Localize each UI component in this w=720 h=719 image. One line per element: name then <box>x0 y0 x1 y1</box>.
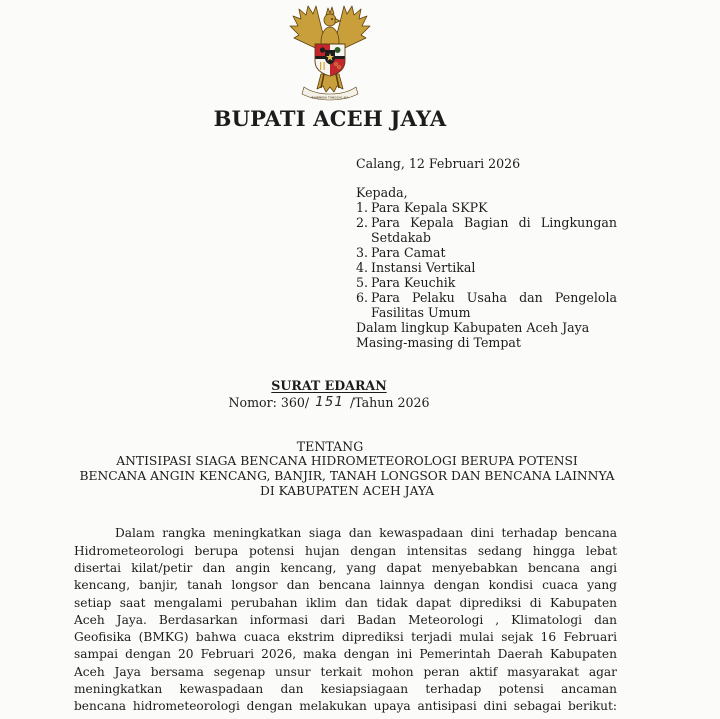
document-type-label: SURAT EDARAN <box>271 377 387 393</box>
body-line: Dalam rangka meningkatkan siaga dan kewaspadaan dini terhadap bencana <box>115 526 617 541</box>
recipient-item-3 <box>356 245 617 260</box>
body-line: Aceh Jaya bersama segenap unsur terkait mohon peran aktif masyarakat agar <box>74 664 617 679</box>
body-line: setiap saat mengalami perubahan iklim dan tidak dapat diprediksi di Kabupaten <box>74 595 617 610</box>
body-line: Aceh Jaya. Berdasarkan informasi dari Badan Meteorologi , Klimatologi dan <box>74 612 617 627</box>
salutation: Kepada, <box>356 184 408 200</box>
recipient-text: Para Pelaku Usaha dan Pengelola <box>371 289 617 305</box>
number-suffix: /Tahun 2026 <box>349 394 430 410</box>
recipient-number: 3. <box>356 244 369 260</box>
recipient-item-2 <box>356 215 617 230</box>
recipient-item-1 <box>356 200 617 215</box>
body-line: sampai dengan 20 Februari 2026, maka dengan ini Pemerintah Daerah Kabupaten <box>74 647 617 662</box>
document-number <box>180 395 478 411</box>
body-paragraph <box>74 525 617 715</box>
head <box>324 14 336 26</box>
body-line: Hidrometeorologi berupa potensi hujan dengan intensitas sedang hingga lebat <box>74 543 617 558</box>
recipient-number: 4. <box>356 259 369 275</box>
eye <box>331 18 333 20</box>
page-title: BUPATI ACEH JAYA <box>213 106 447 131</box>
subject-line: ANTISIPASI SIAGA BENCANA HIDROMETEOROLOGI BERUPA POTENSI <box>116 453 578 468</box>
recipient-item-6 <box>356 290 617 305</box>
date-line: Calang, 12 Februari 2026 <box>356 155 521 171</box>
recipient-block <box>356 185 617 350</box>
subject-line: BENCANA ANGIN KENCANG, BANJIR, TANAH LONGSOR DAN BENCANA LAINNYA <box>79 468 615 483</box>
recipient-continuation: Fasilitas Umum <box>371 304 471 320</box>
body-line: kencang, banjir, tanah longsor dan bencana lainnya dengan kondisi cuaca yang <box>74 578 617 593</box>
recipient-text: Instansi Vertikal <box>371 259 476 275</box>
recipient-number: 5. <box>356 274 369 290</box>
body-line: disertai kilat/petir dan angin kencang, yang dapat menyebabkan bencana angi <box>74 560 617 575</box>
recipient-number: 1. <box>356 199 369 215</box>
document-type <box>200 378 458 393</box>
recipient-number: 6. <box>356 289 369 305</box>
recipient-item-4 <box>356 260 617 275</box>
recipient-text: Para Camat <box>371 244 446 260</box>
handwritten-number: 151 <box>315 393 344 410</box>
recipient-scope: Dalam lingkup Kabupaten Aceh Jaya <box>356 319 590 335</box>
garuda-emblem-icon <box>284 4 376 102</box>
number-prefix: Nomor: 360/ <box>228 394 310 410</box>
tail <box>317 74 343 92</box>
subject-label: TENTANG <box>296 438 364 454</box>
body-line: Geofisika (BMKG) bahwa cuaca ekstrim diprediksi terjadi mulai sejak 16 Februari <box>74 630 617 645</box>
recipient-place: Masing-masing di Tempat <box>356 334 521 350</box>
body-line: meningkatkan kewaspadaan dan kesiapsiagaan terhadap potensi ancaman <box>74 682 617 697</box>
motto-text: BHINNEKA TUNGGAL IKA <box>311 95 349 100</box>
beak <box>335 19 340 24</box>
shield <box>315 44 345 78</box>
recipient-text: Para Kepala Bagian di Lingkungan <box>371 214 617 230</box>
recipient-number: 2. <box>356 214 369 230</box>
subject-line: DI KABUPATEN ACEH JAYA <box>259 483 435 498</box>
body-line: bencana hidrometeorologi dengan melakukan upaya antisipasi dini sebagai berikut: <box>74 699 617 714</box>
recipient-text: Para Keuchik <box>371 274 456 290</box>
recipient-continuation: Setdakab <box>371 229 431 245</box>
subject-block <box>67 454 627 499</box>
recipient-text: Para Kepala SKPK <box>371 199 488 215</box>
recipient-item-5 <box>356 275 617 290</box>
